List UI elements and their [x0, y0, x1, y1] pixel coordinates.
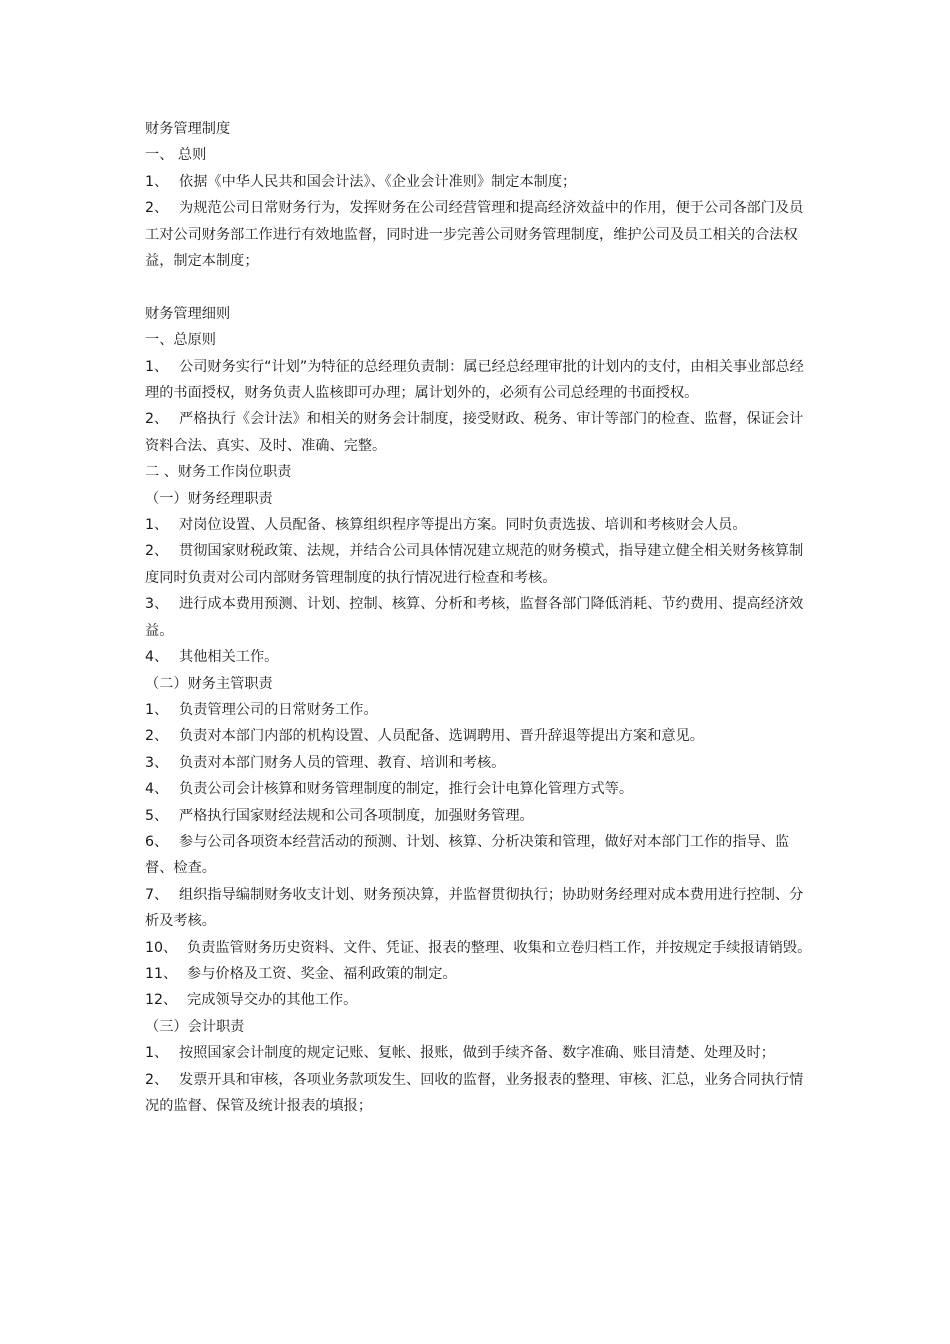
section-heading-duties: 二 、财务工作岗位职责 [145, 464, 292, 481]
list-item: 2、 贯彻国家财税政策、法规，并结合公司具体情况建立规范的财务模式，指导建立健全相关财务核算制度同时负责对公司内部财务管理制度的执行情况进行检查和考核。 [145, 543, 804, 586]
list-item: 2、 发票开具和审核，各项业务款项发生、回收的监督，业务报表的整理、审核、汇总，业务合同执行情况的监督、保管及统计报表的填报； [145, 1071, 804, 1115]
subsection-heading-accountant: （三）会计职责 [145, 1018, 245, 1035]
document-page [145, 116, 813, 1119]
subsection-heading-manager: （一）财务经理职责 [145, 490, 273, 507]
list-item: 1、 负责管理公司的日常财务工作。 [145, 701, 378, 718]
list-item: 11、 参与价格及工资、奖金、福利政策的制定。 [145, 965, 457, 982]
list-item: 2、 负责对本部门内部的机构设置、人员配备、选调聘用、晋升辞退等提出方案和意见。 [145, 728, 704, 745]
list-item: 4、 其他相关工作。 [145, 649, 279, 666]
list-item: 5、 严格执行国家财经法规和公司各项制度，加强财务管理。 [145, 807, 534, 824]
section-heading-principles: 一、总原则 [145, 332, 216, 349]
list-item: 3、 负责对本部门财务人员的管理、教育、培训和考核。 [145, 754, 506, 771]
list-item: 1、 公司财务实行“计划”为特征的总经理负责制：属已经总经理审批的计划内的支付，由相关事业部总经理的书面授权，财务负责人监核即可办理；属计划外的，必须有公司总经理的书面授权。 [145, 358, 804, 402]
list-item: 2、 严格执行《会计法》和相关的财务会计制度，接受财政、税务、审计等部门的检查、监督，保证会计资料合法、真实、及时、准确、完整。 [145, 411, 804, 454]
rules-title: 财务管理细则 [145, 305, 231, 322]
list-item: 10、 负责监管财务历史资料、文件、凭证、报表的整理、收集和立卷归档工作，并按规定手续报请销毁。 [145, 939, 812, 956]
list-item: 1、 依据《中华人民共和国会计法》、《企业会计准则》制定本制度； [145, 173, 577, 190]
section-heading-general: 一、 总则 [145, 147, 207, 164]
list-item: 7、 组织指导编制财务收支计划、财务预决算，并监督贯彻执行；协助财务经理对成本费用进行控制、分析及考核。 [145, 886, 804, 930]
list-item: 12、 完成领导交办的其他工作。 [145, 992, 358, 1009]
list-item: 4、 负责公司会计核算和财务管理制度的制定，推行会计电算化管理方式等。 [145, 781, 634, 798]
document-title: 财务管理制度 [145, 121, 231, 137]
list-item: 1、 对岗位设置、人员配备、核算组织程序等提出方案。同时负责选拔、培训和考核财会人员。 [145, 517, 747, 534]
list-item: 3、 进行成本费用预测、计划、控制、核算、分析和考核，监督各部门降低消耗、节约费用、提高经济效益。 [145, 596, 804, 639]
list-item: 2、 为规范公司日常财务行为，发挥财务在公司经营管理和提高经济效益中的作用，便于公司各部门及员工对公司财务部工作进行有效地监督，同时进一步完善公司财务管理制度，维护公司及员工相关的合法权益，制定本制度； [145, 200, 804, 270]
list-item: 6、 参与公司各项资本经营活动的预测、计划、核算、分析决策和管理，做好对本部门工作的指导、监督、检查。 [145, 833, 790, 877]
subsection-heading-supervisor: （二）财务主管职责 [145, 675, 273, 692]
spacer [145, 274, 813, 300]
list-item: 1、 按照国家会计制度的规定记账、复帐、报账，做到手续齐备、数字准确、账目清楚、处理及时； [145, 1045, 775, 1062]
